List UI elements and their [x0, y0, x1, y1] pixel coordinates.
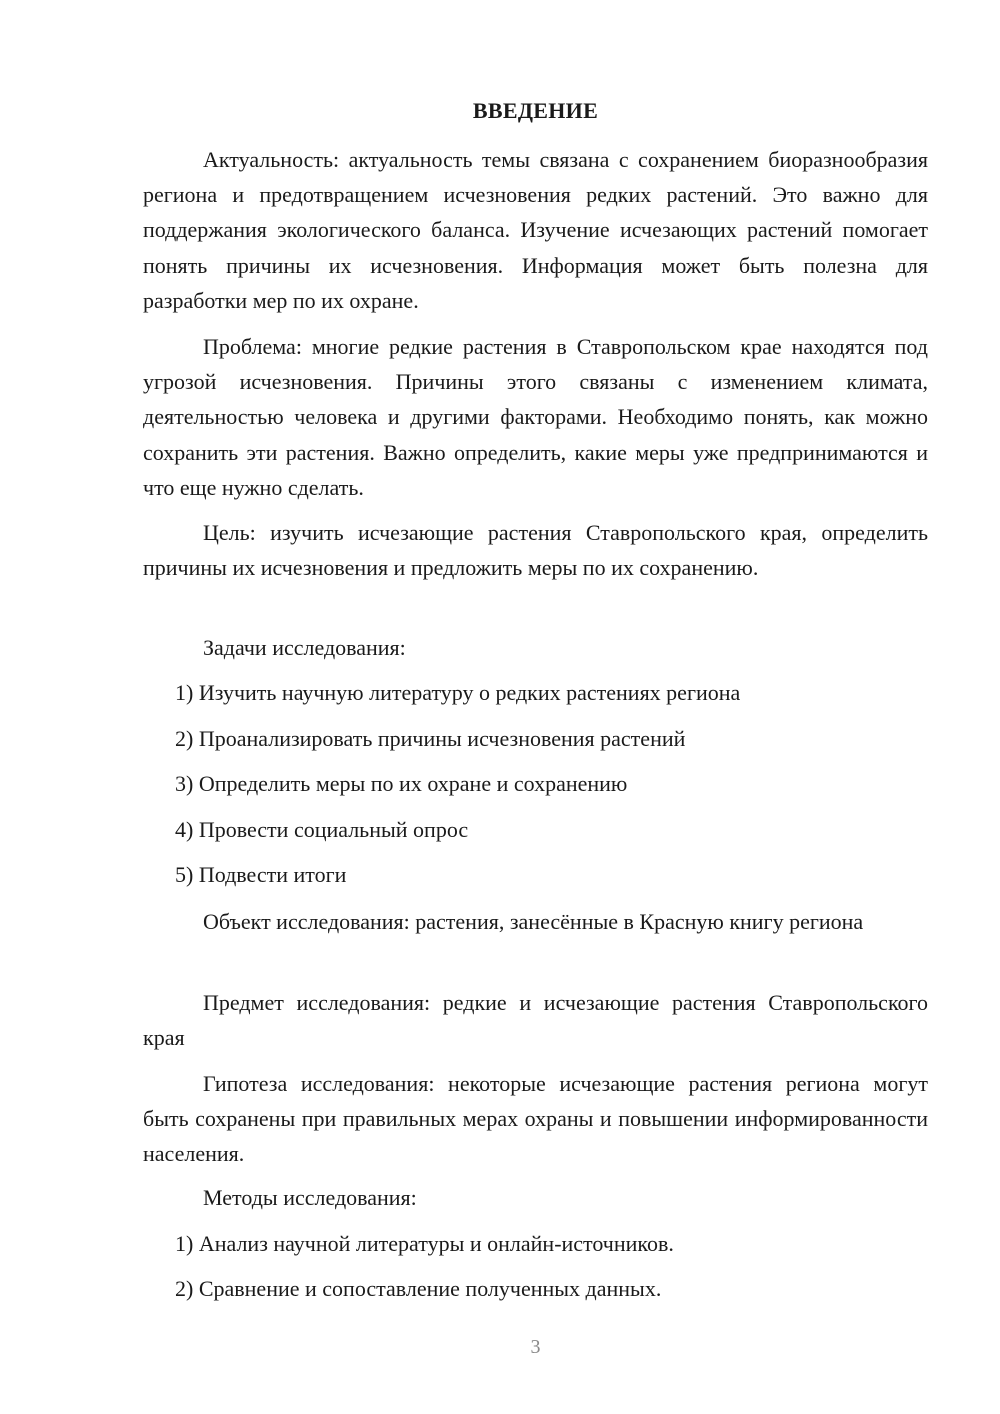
paragraph-subject: Предмет исследования: редкие и исчезающие растения Ставропольского края	[143, 990, 928, 1051]
task-item-2: 2) Проанализировать причины исчезновения растений	[175, 726, 686, 751]
paragraph-goal: Цель: изучить исчезающие растения Ставропольского края, определить причины их исчезновения и предложить меры по их сохранению.	[143, 520, 928, 581]
paragraph-relevance: Актуальность: актуальность темы связана с сохранением биоразнообразия региона и предотвращением исчезновения редких растений. Это важно для поддержания экологического баланса. Изучение исчезающих растений помогает понять причины их исчезновения. Информация может быть полезна для разработки мер по их охране.	[143, 147, 928, 313]
paragraph-object: Объект исследования: растения, занесённые в Красную книгу региона	[203, 909, 864, 934]
task-item-3: 3) Определить меры по их охране и сохранению	[175, 771, 628, 796]
document-page	[143, 0, 928, 1414]
task-item-5: 5) Подвести итоги	[175, 862, 347, 887]
methods-heading: Методы исследования:	[203, 1185, 417, 1210]
page-number: 3	[530, 1336, 541, 1358]
task-item-4: 4) Провести социальный опрос	[175, 817, 469, 842]
page-title: ВВЕДЕНИЕ	[472, 98, 599, 123]
method-item-2: 2) Сравнение и сопоставление полученных данных.	[175, 1276, 662, 1301]
paragraph-problem: Проблема: многие редкие растения в Ставропольском крае находятся под угрозой исчезновения. Причины этого связаны с изменением климата, деятельностью человека и другими факторами. Необходимо понять, как можно сохранить эти растения. Важно определить, какие меры уже предпринимаются и что еще нужно сделать.	[143, 334, 928, 500]
method-item-1: 1) Анализ научной литературы и онлайн-источников.	[175, 1231, 674, 1256]
tasks-heading: Задачи исследования:	[203, 635, 406, 660]
task-item-1: 1) Изучить научную литературу о редких растениях региона	[175, 680, 741, 705]
paragraph-hypothesis: Гипотеза исследования: некоторые исчезающие растения региона могут быть сохранены при правильных мерах охраны и повышении информированности населения.	[143, 1071, 928, 1167]
